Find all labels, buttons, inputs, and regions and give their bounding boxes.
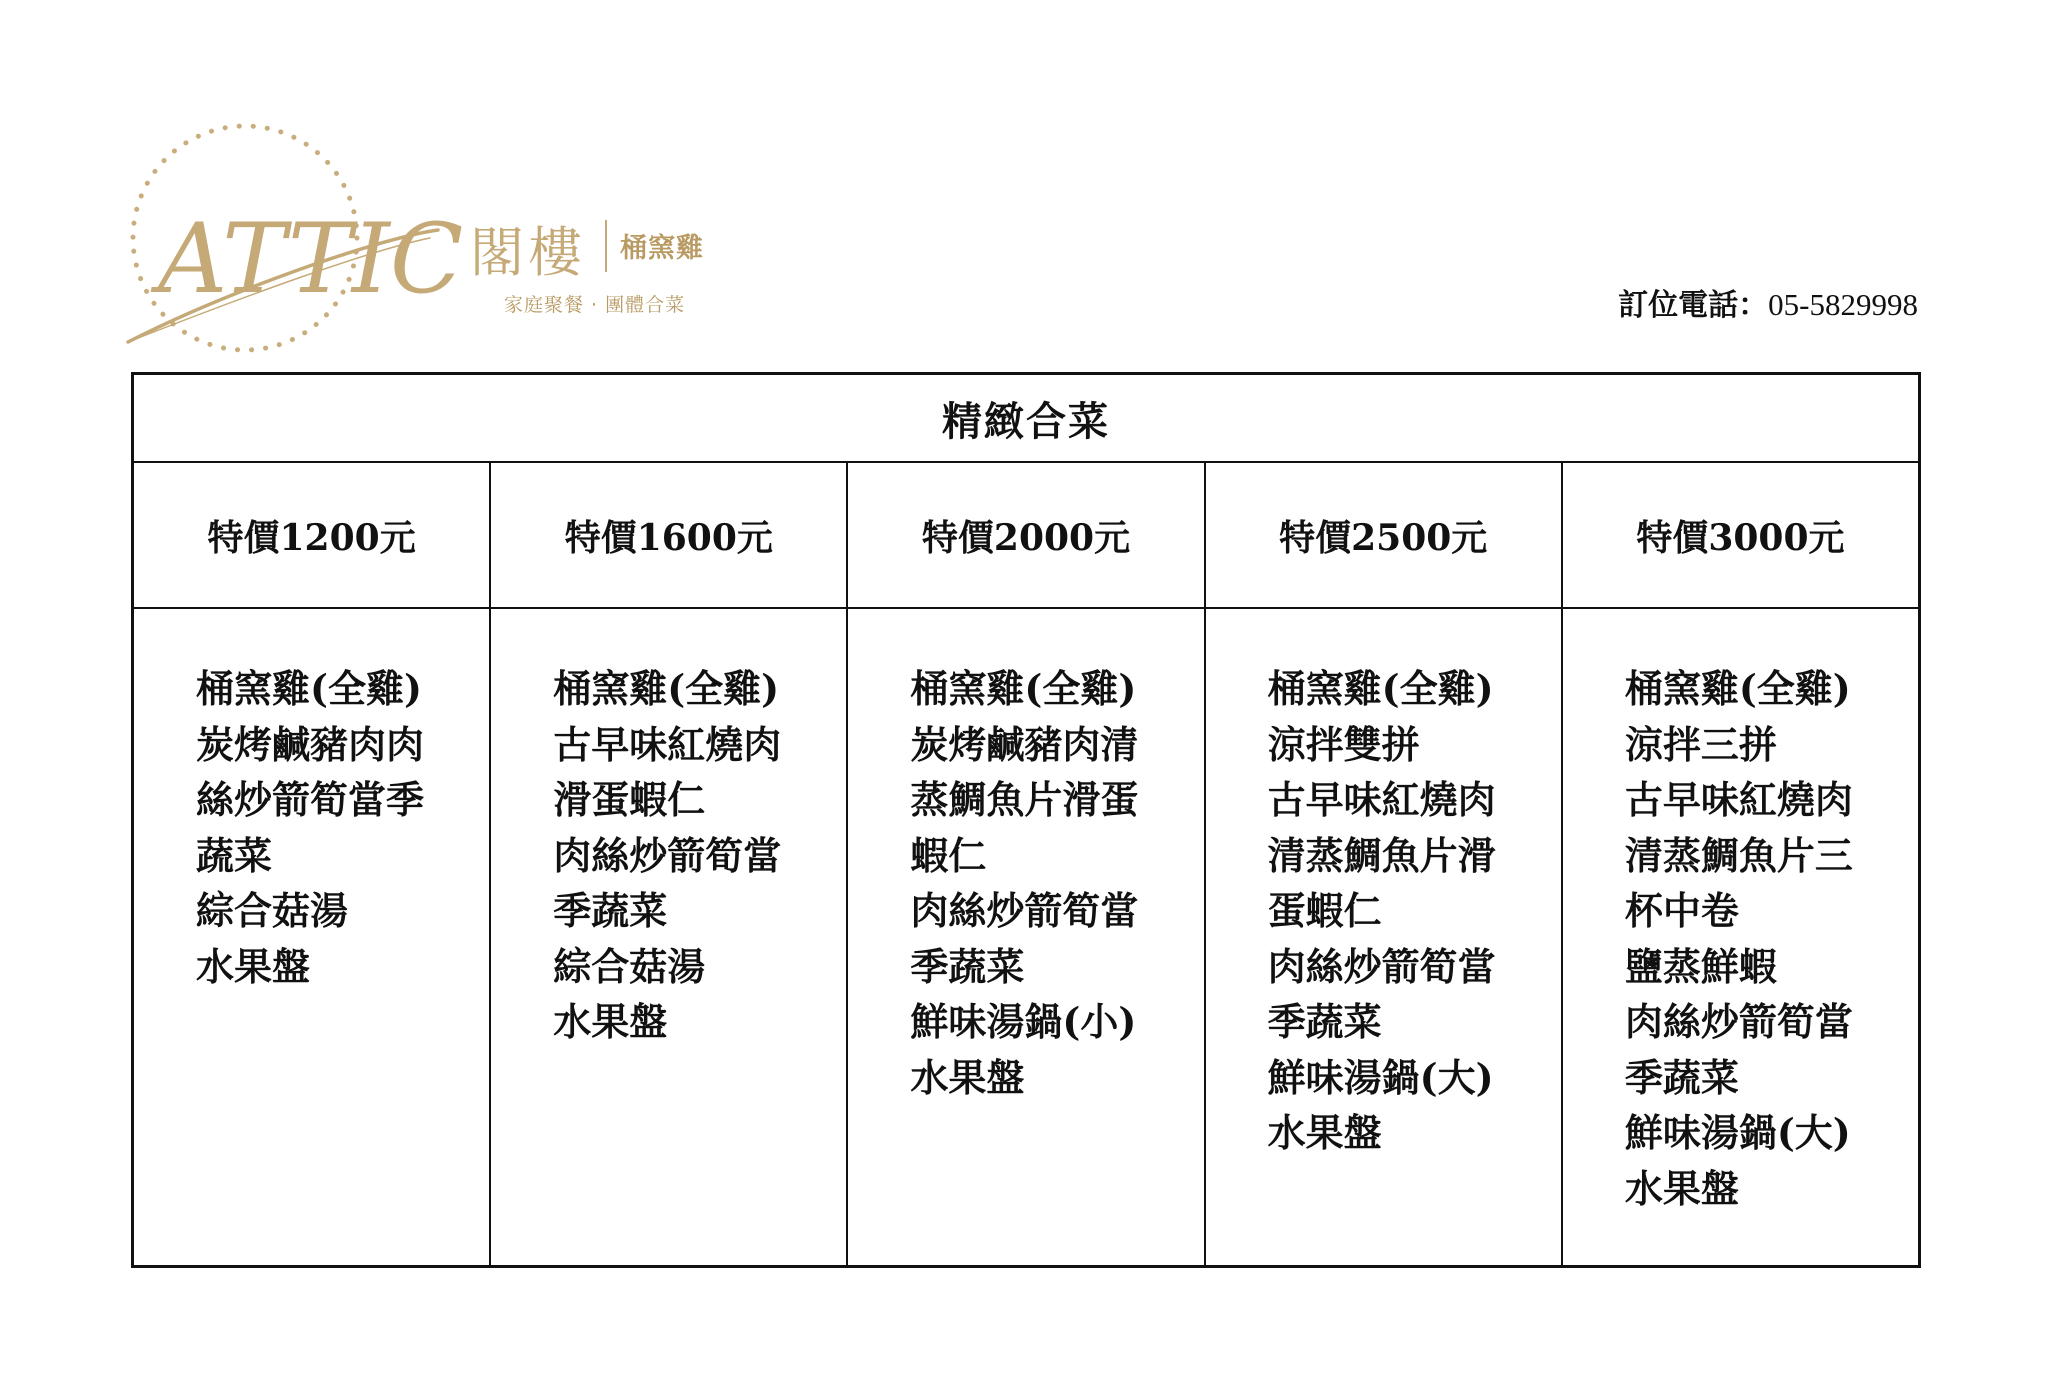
menu-column-1600 xyxy=(491,463,848,1265)
menu-column-2500 xyxy=(1206,463,1563,1265)
column-price: 特價2500元 xyxy=(1206,463,1561,609)
menu-column-3000 xyxy=(1563,463,1918,1265)
dish-line: 桶窯雞(全雞) xyxy=(553,666,780,711)
dish-line: 古早味紅燒肉 xyxy=(1267,777,1496,822)
dish-line: 涼拌雙拼 xyxy=(1267,721,1420,767)
logo-chinese-wordmark xyxy=(470,210,850,350)
dish-line: 肉絲炒箭筍當 xyxy=(1624,999,1853,1044)
column-dish-list xyxy=(1206,609,1561,1161)
dish-line: 肉絲炒箭筍當 xyxy=(1267,943,1496,989)
menu-title: 精緻合菜 xyxy=(134,375,1918,463)
dish-line: 水果盤 xyxy=(196,943,311,989)
column-dish-list xyxy=(1563,609,1918,1216)
dish-line: 炭烤鹹豬肉肉 xyxy=(196,721,425,767)
dish-line: 清蒸鯛魚片滑 xyxy=(1267,832,1496,878)
logo-brand-sub: 桶窯雞 xyxy=(620,233,704,264)
menu-column-2000 xyxy=(848,463,1205,1265)
dish-line: 綜合菇湯 xyxy=(196,888,349,933)
phone-number: 05-5829998 xyxy=(1768,287,1918,322)
column-dish-list xyxy=(134,609,489,994)
attic-logo xyxy=(120,120,760,360)
logo-tagline: 家庭聚餐 · 團體合菜 xyxy=(504,294,686,316)
dish-line: 桶窯雞(全雞) xyxy=(1624,666,1851,711)
set-menu-table xyxy=(131,372,1921,1268)
dish-line: 清蒸鯛魚片三 xyxy=(1624,832,1853,878)
dish-line: 鮮味湯鍋(大) xyxy=(1624,1110,1851,1155)
dish-line: 鮮味湯鍋(大) xyxy=(1267,1054,1494,1100)
column-dish-list xyxy=(848,609,1203,1105)
dish-line: 桶窯雞(全雞) xyxy=(910,666,1137,711)
phone-label: 訂位電話： xyxy=(1618,288,1769,323)
dish-line: 水果盤 xyxy=(1624,1165,1739,1211)
dish-line: 季蔬菜 xyxy=(910,943,1025,989)
dish-line: 滑蛋蝦仁 xyxy=(553,777,706,822)
dish-line: 季蔬菜 xyxy=(1267,999,1382,1044)
dish-line: 蝦仁 xyxy=(910,832,987,878)
column-price: 特價1600元 xyxy=(491,463,846,609)
dish-line: 水果盤 xyxy=(553,999,668,1044)
column-price: 特價2000元 xyxy=(848,463,1203,609)
dish-line: 肉絲炒箭筍當 xyxy=(553,832,782,878)
logo-brand-cn: 閣樓 xyxy=(470,221,586,284)
menu-columns xyxy=(134,463,1918,1265)
reservation-phone xyxy=(1618,280,1918,324)
column-price: 特價1200元 xyxy=(134,463,489,609)
dish-line: 桶窯雞(全雞) xyxy=(196,666,422,711)
dish-line: 炭烤鹹豬肉清 xyxy=(910,721,1139,767)
dish-line: 季蔬菜 xyxy=(1624,1054,1739,1100)
dish-line: 鮮味湯鍋(小) xyxy=(910,999,1137,1044)
dish-line: 蔬菜 xyxy=(196,832,273,878)
menu-column-1200 xyxy=(134,463,491,1265)
dish-line: 涼拌三拼 xyxy=(1624,721,1777,767)
dish-line: 綜合菇湯 xyxy=(553,943,706,989)
dish-line: 水果盤 xyxy=(910,1054,1025,1100)
attic-wordmark: ATTIC xyxy=(158,203,464,315)
dish-line: 杯中卷 xyxy=(1624,888,1739,933)
dish-line: 蒸鯛魚片滑蛋 xyxy=(910,777,1139,822)
column-dish-list xyxy=(491,609,846,1050)
dish-line: 季蔬菜 xyxy=(553,888,668,933)
logo-divider xyxy=(605,220,607,272)
dish-line: 水果盤 xyxy=(1267,1110,1382,1155)
dish-line: 鹽蒸鮮蝦 xyxy=(1624,943,1777,989)
dish-line: 古早味紅燒肉 xyxy=(553,721,782,767)
dish-line: 絲炒箭筍當季 xyxy=(196,777,425,822)
dish-line: 古早味紅燒肉 xyxy=(1624,777,1853,822)
dish-line: 蛋蝦仁 xyxy=(1267,888,1382,933)
dish-line: 桶窯雞(全雞) xyxy=(1267,666,1494,711)
dish-line: 肉絲炒箭筍當 xyxy=(910,888,1139,933)
column-price: 特價3000元 xyxy=(1563,463,1918,609)
